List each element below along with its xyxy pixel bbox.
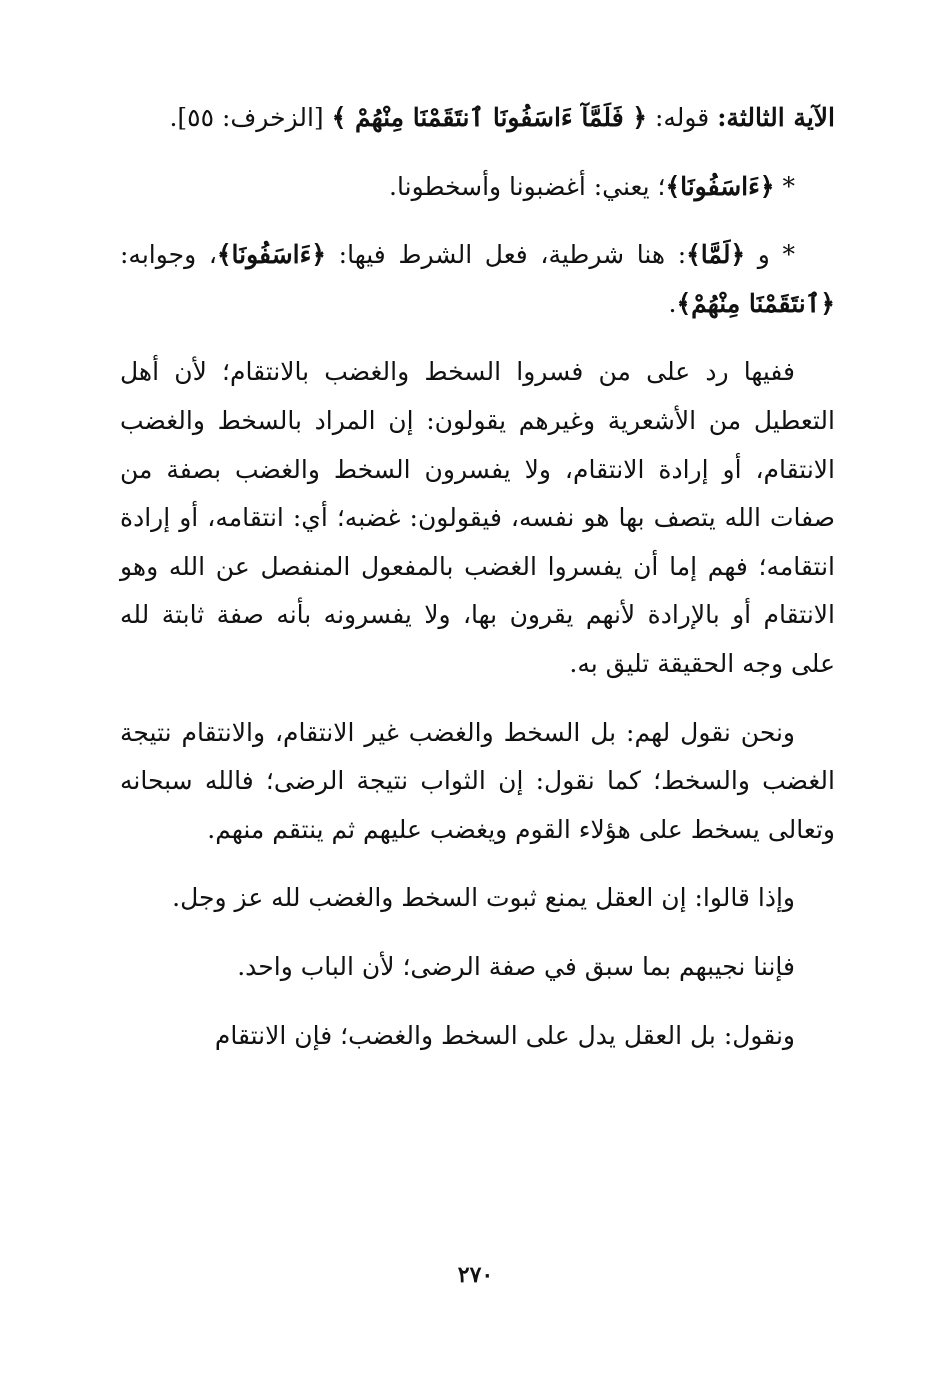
paragraph-1: ففيها رد على من فسروا السخط والغضب بالانتقام؛ لأن أهل التعطيل من الأشعرية وغيرهم يقولون: إن المراد بالسخط والغضب الانتقام، أو إرادة الانتقام، ولا يفسرون السخط والغضب بصفة من صفات الله يتصف بها هو نفسه، فيقولون: غضبه؛ أي: انتقامه، أو إرادة انتقامه؛ فهم إما أن يفسروا الغضب بالمفعول المنفصل عن الله وهو الانتقام أو بالإرادة لأنهم يقرون بها، ولا يفسرونه بأنه صفة ثابتة لله على وجه الحقيقة تليق به. xyxy=(120,357,835,678)
bullet-text-3: . xyxy=(668,288,677,318)
bullet-text-1: : هنا شرطية، فعل الشرط فيها: xyxy=(326,240,687,270)
surah-reference: [الزخرف: ٥٥]. xyxy=(169,103,332,132)
page-number: ٢٧٠ xyxy=(457,1262,494,1288)
bullet-explanation: ؛ يعني: أغضبونا وأسخطونا. xyxy=(389,171,666,201)
quran-word-asafuna-2: ﴿ءَاسَفُونَا﴾ xyxy=(216,240,326,270)
paragraph-4: فإننا نجيبهم بما سبق في صفة الرضى؛ لأن الباب واحد. xyxy=(237,951,795,981)
quran-phrase-intaqamna: ﴿ٱنتَقَمْنَا مِنْهُمْ﴾ xyxy=(676,288,835,318)
bullet-star: * و xyxy=(745,240,796,270)
paragraph-3: وإذا قالوا: إن العقل يمنع ثبوت السخط والغضب لله عز وجل. xyxy=(172,883,795,913)
bullet-lamma xyxy=(120,231,835,328)
verse-intro: قوله: xyxy=(647,103,718,132)
quran-word-asafuna: ﴿ءَاسَفُونَا﴾ xyxy=(665,171,775,201)
bullet-star: * xyxy=(774,171,795,201)
paragraph-2: ونحن نقول لهم: بل السخط والغضب غير الانتقام، والانتقام نتيجة الغضب والسخط؛ كما نقول: إن الثواب نتيجة الرضى؛ فالله سبحانه وتعالى يسخط على هؤلاء القوم ويغضب عليهم ثم ينتقم منهم. xyxy=(120,717,835,844)
page-text xyxy=(120,94,835,1080)
verse-header-paragraph xyxy=(120,94,835,143)
verse-label: الآية الثالثة: xyxy=(717,103,835,132)
quran-verse: ﴿ فَلَمَّآ ءَاسَفُونَا ٱنتَقَمْنَا مِنْهُمْ ﴾ xyxy=(331,103,647,132)
bullet-text-2: ، وجوابه: xyxy=(120,240,217,270)
bullet-asafuna xyxy=(120,163,835,212)
paragraph-5: ونقول: بل العقل يدل على السخط والغضب؛ فإن الانتقام xyxy=(214,1020,795,1050)
quran-word-lamma: ﴿لَمَّا﴾ xyxy=(686,240,746,270)
